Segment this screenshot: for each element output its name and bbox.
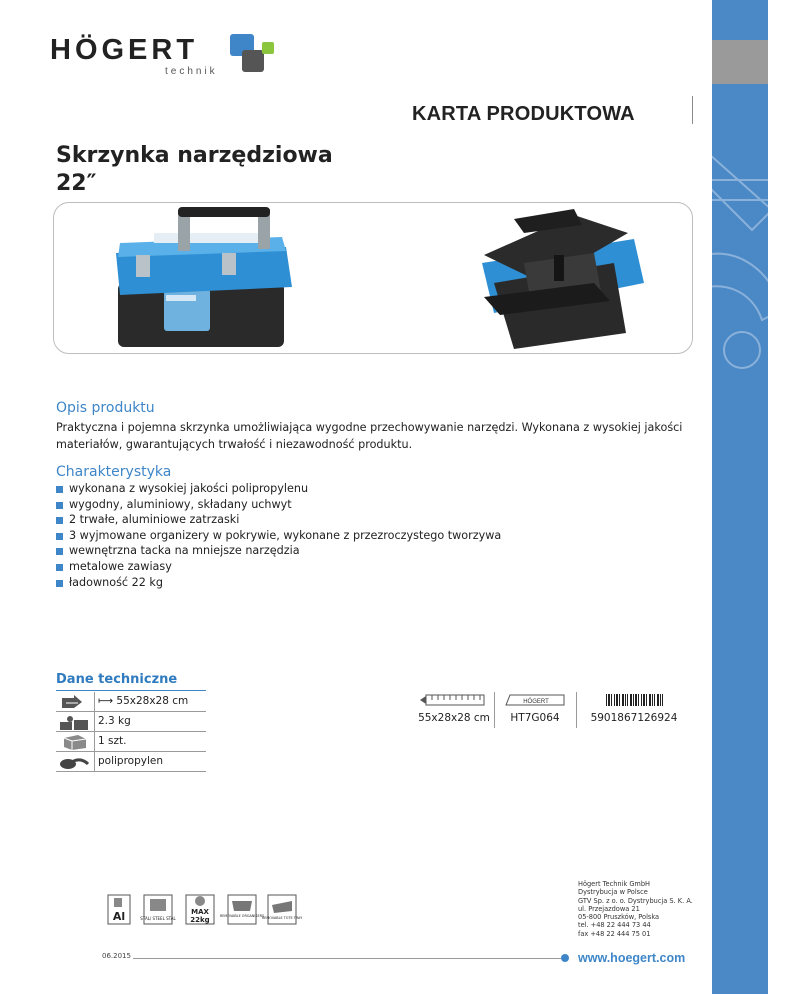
bullet-square-icon — [56, 517, 63, 524]
technical-data-heading: Dane techniczne — [56, 672, 178, 687]
logo-squares-icon — [228, 32, 278, 76]
ruler-icon — [418, 693, 490, 707]
description-text: Praktyczna i pojemna skrzynka umożliwiająca wygodne przechowywanie narzędzi. Wykonana z wysokiej jakości materiałów, gwarantujących trwałość i niezawodność produktu. — [56, 421, 683, 451]
bullet-square-icon — [56, 533, 63, 540]
logo-subtitle: technik — [165, 66, 218, 77]
article-number: HT7G064 — [510, 712, 560, 724]
features-heading: Charakterystyka — [56, 464, 172, 480]
list-item: 2 trwałe, aluminiowe zatrzaski — [56, 512, 501, 528]
aluminium-icon — [104, 893, 136, 926]
code-dimensions-value: 55x28x28 cm — [418, 712, 490, 724]
spec-separator — [94, 732, 95, 752]
document-type-title: KARTA PRODUKTOWA — [412, 103, 635, 125]
pictogram-steel — [142, 893, 174, 926]
hogert-logo — [50, 30, 280, 80]
footer-dot-icon — [561, 954, 569, 962]
svg-text:REMOVABLE TOTE TRAY: REMOVABLE TOTE TRAY — [261, 916, 303, 920]
footer-rule — [133, 958, 561, 959]
list-item: wewnętrzna tacka na mniejsze narzędzia — [56, 543, 501, 559]
list-item: 3 wyjmowane organizery w pokrywie, wykonane z przezroczystego tworzywa — [56, 528, 501, 544]
spec-row-material — [56, 752, 206, 772]
bullet-square-icon — [56, 502, 63, 509]
bullet-square-icon — [56, 548, 63, 555]
address-line: tel. +48 22 444 73 44 — [578, 921, 651, 930]
product-title-line2: 22″ — [56, 171, 97, 196]
svg-text:REMOVABLE ORGANISERS: REMOVABLE ORGANISERS — [219, 914, 265, 918]
code-separator — [576, 692, 577, 728]
toolbox-closed-image — [116, 207, 292, 347]
svg-text:22kg: 22kg — [190, 916, 210, 924]
list-item: wygodny, aluminiowy, składany uchwyt — [56, 497, 501, 513]
steel-icon — [142, 893, 174, 926]
material-icon — [58, 754, 90, 770]
address-line: Högert Technik GmbH — [578, 880, 650, 888]
side-decoration-band — [712, 0, 768, 994]
spec-value: 1 szt. — [98, 735, 127, 747]
pictogram-tote-tray — [261, 893, 303, 926]
technical-heading-rule — [56, 690, 206, 691]
address-line: GTV Sp. z o. o. Dystrybucja S. K. A. — [578, 896, 693, 905]
spec-value: polipropylen — [98, 755, 164, 767]
brand-label-icon — [500, 693, 570, 707]
description-heading: Opis produktu — [56, 400, 155, 416]
product-title-line1: Skrzynka narzędziowa — [56, 143, 333, 168]
website-link[interactable]: www.hoegert.com — [578, 951, 686, 965]
bullet-square-icon — [56, 580, 63, 587]
side-grey-tab — [712, 40, 768, 84]
svg-text:MAX: MAX — [191, 908, 209, 916]
code-dimensions — [418, 692, 490, 728]
spec-row-weight — [56, 712, 206, 732]
spec-row-package — [56, 732, 206, 752]
svg-text:Al: Al — [112, 910, 126, 923]
logo-wordmark: HÖGERT — [50, 34, 199, 66]
address-line: ul. Przejazdowa 21 — [578, 904, 640, 913]
address-line: 05-800 Pruszków, Polska — [578, 913, 660, 922]
tote-tray-icon — [261, 893, 303, 926]
organisers-icon — [219, 893, 265, 926]
toolbox-open-image — [482, 209, 644, 349]
product-image-frame — [53, 202, 693, 354]
product-images — [54, 203, 694, 355]
weight-icon — [58, 714, 90, 730]
svg-text:HÖGERT: HÖGERT — [523, 699, 549, 705]
spec-value: ⟼ 55x28x28 cm — [98, 695, 189, 707]
max-load-icon — [184, 893, 216, 926]
package-icon — [58, 734, 90, 750]
feature-list — [56, 481, 501, 590]
code-separator — [494, 692, 495, 728]
ean-code: 5901867126924 — [590, 712, 678, 724]
spec-row-dimensions — [56, 692, 206, 712]
title-rule — [692, 96, 693, 124]
spec-value: 2.3 kg — [98, 715, 131, 727]
bullet-square-icon — [56, 486, 63, 493]
code-article — [500, 692, 570, 728]
product-title — [56, 142, 333, 198]
spec-separator — [94, 692, 95, 712]
pictogram-organisers — [219, 893, 265, 926]
dimensions-icon — [58, 694, 90, 710]
spec-separator — [94, 712, 95, 732]
list-item: ładowność 22 kg — [56, 575, 501, 591]
address-line: Dystrybucja w Polsce — [578, 888, 648, 897]
svg-text:STAL/ STEEL STAL: STAL/ STEEL STAL — [140, 916, 176, 921]
spec-separator — [94, 752, 95, 772]
list-item: wykonana z wysokiej jakości polipropylenu — [56, 481, 501, 497]
code-ean — [584, 692, 684, 728]
bullet-square-icon — [56, 564, 63, 571]
barcode-icon — [584, 693, 684, 707]
pictogram-aluminium — [104, 893, 136, 926]
pictogram-max-load — [184, 893, 216, 926]
footer-date: 06.2015 — [102, 952, 131, 960]
list-item: metalowe zawiasy — [56, 559, 501, 575]
company-address — [578, 880, 693, 938]
address-line: fax +48 22 444 75 01 — [578, 929, 651, 938]
